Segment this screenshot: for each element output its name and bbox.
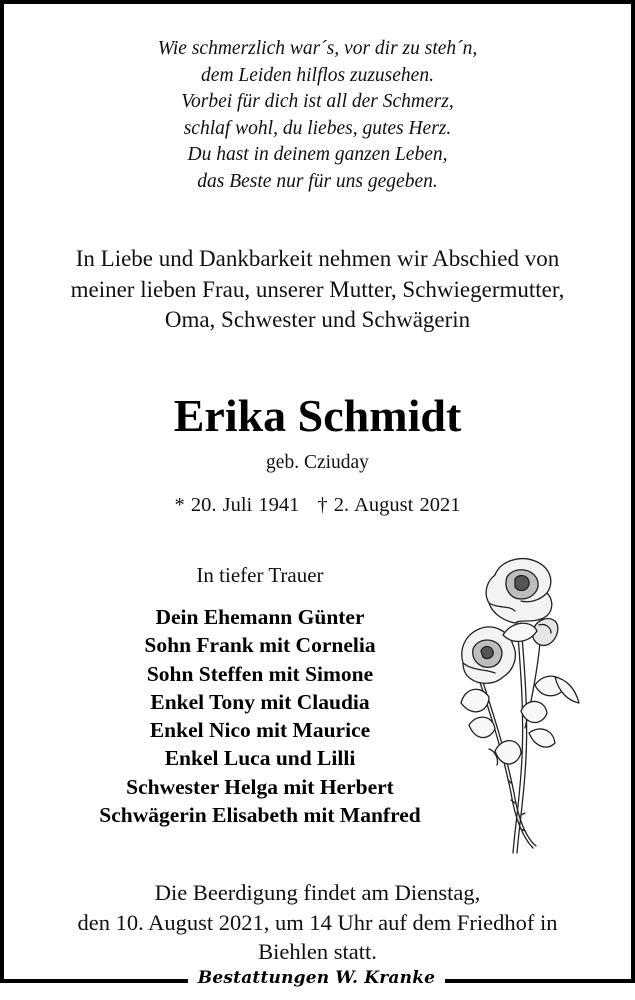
life-dates [0,494,635,517]
farewell-intro [0,244,635,336]
mourners-list [50,603,470,829]
funeral-line: den 10. August 2021, um 14 Uhr auf dem Friedhof in [77,909,558,935]
mourner-entry: Schwägerin Elisabeth mit Manfred [99,803,421,828]
frame-bottom-border-left [0,979,188,983]
deceased-name: Erika Schmidt [173,390,462,441]
birth-date: * 20. Juli 1941 [174,494,300,516]
mourner-entry: Dein Ehemann Günter [155,605,365,629]
intro-line: In Liebe und Dankbarkeit nehmen wir Abschied von [75,246,560,271]
frame-top-border [0,0,635,4]
death-date: † 2. August 2021 [317,494,461,516]
poem-line: Wie schmerzlich war´s, vor dir zu steh´n, [157,38,478,59]
funeral-line: Biehlen statt. [258,939,377,964]
poem-line: Vorbei für dich ist all der Schmerz, [181,91,454,112]
poem [0,36,635,195]
intro-line: meiner lieben Frau, unserer Mutter, Schwiegermutter, [70,276,565,302]
maiden-name: geb. Cziuday [266,452,369,473]
poem-line: Du hast in deinem ganzen Leben, [187,144,448,165]
mourner-entry: Sohn Steffen mit Simone [146,661,374,686]
poem-line: dem Leiden hilflos zuzusehen. [201,64,434,86]
mourner-entry: Enkel Nico mit Maurice [149,718,371,743]
mourner-entry: Enkel Tony mit Claudia [150,689,370,714]
rose-illustration-icon [455,553,585,858]
poem-line: das Beste nur für uns gegeben. [197,170,438,192]
funeral-notice [0,878,635,967]
mourner-entry: Schwester Helga mit Herbert [126,774,394,799]
funeral-line: Die Beerdigung findet am Dienstag, [154,880,481,905]
mourner-entry: Enkel Luca und Lilli [164,746,356,771]
mourner-entry: Sohn Frank mit Cornelia [144,633,376,658]
intro-line: Oma, Schwester und Schwägerin [164,307,471,332]
frame-bottom-border-right [445,979,635,983]
poem-line: schlaf wohl, du liebes, gutes Herz. [183,117,452,139]
mourners-heading: In tiefer Trauer [196,563,324,587]
undertaker-signature: Bestattungen W. Kranke [197,968,436,988]
